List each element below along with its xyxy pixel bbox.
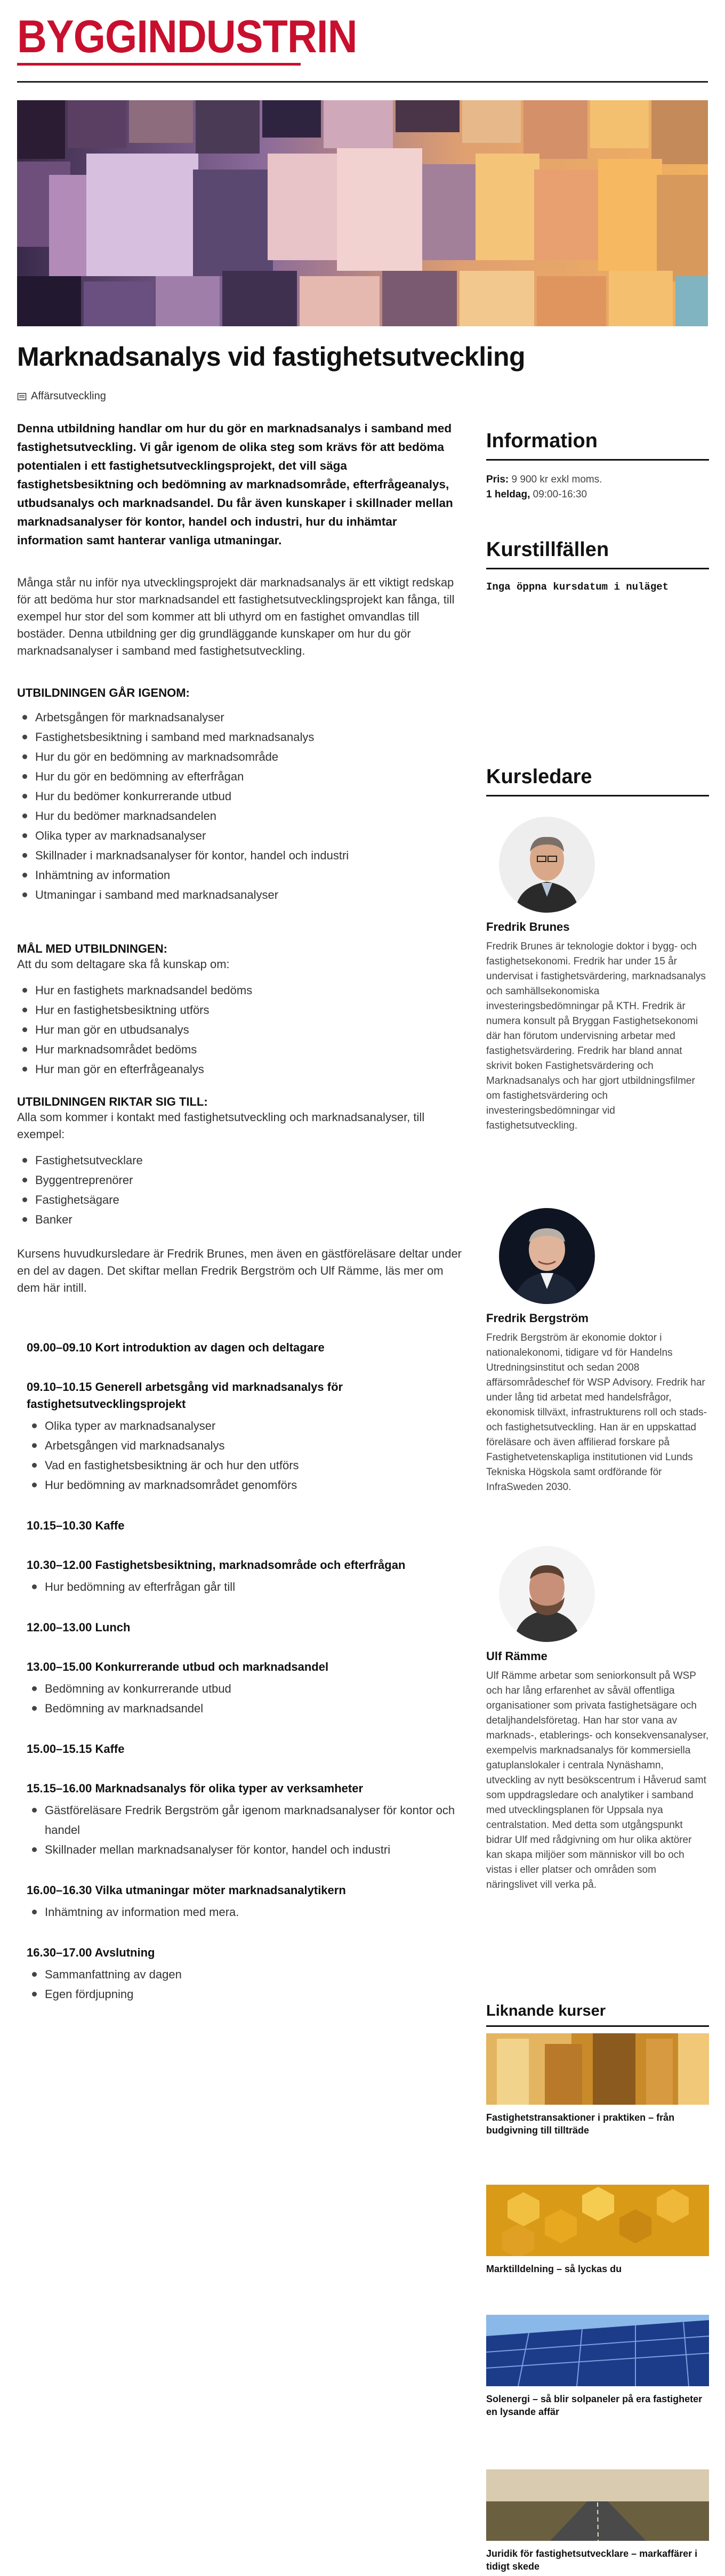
similar-card[interactable]: [486, 2033, 709, 2137]
schedule-item: [27, 1659, 465, 1718]
list-item: Hur en fastighetsbesiktning utförs: [17, 1000, 465, 1020]
course-title[interactable]: Solenergi – så blir solpaneler på era fastigheter en lysande affär: [486, 2394, 703, 2417]
avatar: [499, 1208, 595, 1304]
article-lead: Denna utbildning handlar om hur du gör en marknadsanalys i samband med fastighetsutveckling. Vi går igenom de olika steg som krävs för att bedöma potentialen i ett fastighetsutvecklingsprojekt, det vill säga fastighetsbesiktning och bedömning av marknadsområde, efterfrågeanalys, utbudsanalys och marknadsandel. Du får även kunskaper i skillnader mellan marknadsanalyser för kontor, handel och industri, hur du inhämtar information samt hanterar vanliga utmaningar.: [17, 422, 453, 547]
duration-label: 1 heldag,: [486, 489, 530, 500]
schedule-item: [27, 1619, 465, 1636]
schedule-heading: 13.00–15.00 Konkurrerande utbud och marknadsandel: [27, 1660, 329, 1673]
list-item: Hur marknadsområdet bedöms: [17, 1040, 465, 1059]
schedule-heading: 15.00–15.15 Kaffe: [27, 1742, 125, 1756]
info-title: Information: [486, 430, 598, 452]
list-item: Utmaningar i samband med marknadsanalyser: [17, 885, 465, 905]
similar-card[interactable]: [486, 2469, 709, 2573]
schedule-list: [27, 1679, 465, 1718]
course-thumbnail[interactable]: [486, 2185, 709, 2256]
leader-name: Ulf Rämme: [486, 1649, 547, 1663]
price-label: Pris:: [486, 474, 509, 485]
course-thumbnail[interactable]: [486, 2315, 709, 2386]
list-item: Hur du gör en bedömning av efterfrågan: [17, 767, 465, 786]
list-item: Fastighetsutvecklare: [17, 1150, 465, 1170]
article-body: [17, 419, 465, 2004]
article-intro: Många står nu inför nya utvecklingsprojekt där marknadsanalys är ett viktigt redskap för att bedöma hur stor marknadsandel ett fastighetsutvecklingsprojekt kan fånga, till exempel hur stor del som kommer att bli uthyrd om en fastighet omvandlas till bostäder. Denna utbildning ger dig grundläggande kunskaper om hur du gör marknadsanalyser i samband med fastighetsutveckling.: [17, 576, 455, 657]
course-title[interactable]: Marktilldelning – så lyckas du: [486, 2264, 622, 2274]
list-item: Bedömning av konkurrerande utbud: [27, 1679, 465, 1698]
leaders-panel: [486, 766, 709, 796]
abstract-cubes-image: [17, 100, 708, 326]
covers-heading: UTBILDNINGEN GÅR IGENOM:: [17, 686, 190, 699]
leader-name: Fredrik Brunes: [486, 920, 570, 933]
leader-bio: Fredrik Bergström är ekonomie doktor i nationalekonomi, tidigare vd för Handelns Utredningsinstitut och sedan 2008 affärsområdeschef för WSP Advisory. Fredrik har under lång tid arbetat med handelsfrågor, ekonomisk tillväxt, infrastrukturens roll och stads- och fastighetsutveckling. Han är en uppskattad föreläsare och även affilierad forskare på Fastighetvetenskapliga institutionen vid Lunds Tekniska Högskola samt ordförande för InfraSweden 2030.: [486, 1332, 707, 1493]
price-line: [486, 472, 709, 487]
similar-courses: [486, 2002, 709, 2027]
hexagon-pattern-image: [486, 2185, 709, 2256]
list-item: Bedömning av marknadsandel: [27, 1698, 465, 1718]
info-panel: [486, 430, 709, 502]
goals-intro: Att du som deltagare ska få kunskap om:: [17, 957, 230, 971]
list-item: Hur man gör en utbudsanalys: [17, 1020, 465, 1040]
schedule-list: [27, 1800, 465, 1859]
list-item: Olika typer av marknadsanalyser: [17, 826, 465, 846]
list-item: Hur du bedömer marknadsandelen: [17, 806, 465, 826]
course-title[interactable]: Fastighetstransaktioner i praktiken – från budgivning till tillträde: [486, 2112, 675, 2136]
schedule-item: [27, 1741, 465, 1758]
list-item: Hur du bedömer konkurrerande utbud: [17, 786, 465, 806]
list-item: Egen fördjupning: [27, 1984, 465, 2004]
schedule-item: [27, 1557, 465, 1597]
similar-title: Liknande kurser: [486, 2002, 606, 2019]
duration-value: 09:00-16:30: [533, 489, 587, 500]
dates-title: Kurstillfällen: [486, 538, 609, 561]
audience-heading: UTBILDNINGEN RIKTAR SIG TILL:: [17, 1095, 208, 1108]
list-item: Hur bedömning av marknadsområdet genomförs: [27, 1475, 465, 1495]
site-logo[interactable]: BYGGINDUSTRIN: [17, 11, 357, 62]
covers-list: [17, 707, 465, 905]
goals-list: [17, 980, 465, 1079]
leader-card: [486, 1546, 709, 1893]
schedule-heading: 10.15–10.30 Kaffe: [27, 1519, 125, 1532]
leaders-rule: [486, 795, 709, 796]
hero-image: [17, 100, 708, 326]
page-title: Marknadsanalys vid fastighetsutveckling: [17, 342, 526, 372]
list-item: Inhämtning av information: [17, 865, 465, 885]
leader-name: Fredrik Bergström: [486, 1311, 589, 1325]
list-item: Sammanfattning av dagen: [27, 1965, 465, 1984]
list-item: Hur en fastighets marknadsandel bedöms: [17, 980, 465, 1000]
list-item: Gästföreläsare Fredrik Bergström går igenom marknadsanalyser för kontor och handel: [27, 1800, 465, 1840]
list-item: Vad en fastighetsbesiktning är och hur den utförs: [27, 1455, 465, 1475]
similar-rule: [486, 2025, 709, 2027]
person-photo-icon: [499, 817, 595, 913]
person-photo-icon: [499, 1546, 595, 1642]
leader-card: [486, 1208, 709, 1495]
course-thumbnail[interactable]: [486, 2469, 709, 2541]
schedule-list: [27, 1577, 465, 1597]
list-item: Fastighetsbesiktning i samband med marknadsanalys: [17, 727, 465, 747]
schedule-heading: 09.10–10.15 Generell arbetsgång vid marknadsanalys för fastighetsutvecklingsprojekt: [27, 1380, 343, 1411]
person-photo-icon: [499, 1208, 595, 1304]
similar-card[interactable]: [486, 2185, 709, 2275]
price-value: 9 900 kr exkl moms.: [511, 474, 602, 485]
leader-card: [486, 817, 709, 1133]
list-item: Skillnader i marknadsanalyser för kontor, handel och industri: [17, 846, 465, 865]
folder-icon: [17, 392, 27, 401]
leaders-title: Kursledare: [486, 766, 592, 788]
schedule-heading: 16.00–16.30 Vilka utmaningar möter marknadsanalytikern: [27, 1883, 346, 1897]
no-dates-text: Inga öppna kursdatum i nuläget: [486, 581, 669, 593]
goals-heading: MÅL MED UTBILDNINGEN:: [17, 942, 167, 955]
schedule-item: [27, 1379, 465, 1495]
leaders-text: Kursens huvudkursledare är Fredrik Brunes, men även en gästföreläsare deltar under en del av dagen. Det skiftar mellan Fredrik Bergström och Ulf Rämme, läs mer om dem här intill.: [17, 1247, 462, 1294]
leader-bio: Fredrik Brunes är teknologie doktor i bygg- och fastighetsekonomi. Fredrik har under 15 år undervisat i fastighetsvärdering, marknadsanalys och samhällsekonomiska investeringsbedömningar på KTH. Fredrik är numera konsult på Bryggan Fastighetsekonomi där han förutom undervisning arbetar med fastighetsvärdering. Fredrik har bland annat skrivit boken Fastighetsvärdering och Marknadsanalys och har gjort utbildningsfilmer om fastighetsvärdering och investeringsbedömningar vid fastighetsutveckling.: [486, 941, 706, 1131]
schedule-item: [27, 1780, 465, 1859]
list-item: Arbetsgången vid marknadsanalys: [27, 1436, 465, 1455]
schedule-list: [27, 1965, 465, 2004]
road-landscape-image: [486, 2469, 709, 2541]
duration-line: [486, 487, 709, 502]
schedule-item: [27, 1517, 465, 1534]
solar-panels-image: [486, 2315, 709, 2386]
schedule-list: [27, 1416, 465, 1495]
list-item: Hur bedömning av efterfrågan går till: [27, 1577, 465, 1597]
list-item: Inhämtning av information med mera.: [27, 1902, 465, 1922]
list-item: Hur man gör en efterfrågeanalys: [17, 1059, 465, 1079]
list-item: Fastighetsägare: [17, 1190, 465, 1210]
dates-panel: [486, 538, 709, 593]
list-item: Byggentreprenörer: [17, 1170, 465, 1190]
avatar: [499, 817, 595, 913]
header-divider: [17, 81, 708, 83]
schedule-heading: 10.30–12.00 Fastighetsbesiktning, marknadsområde och efterfrågan: [27, 1558, 406, 1572]
list-item: Olika typer av marknadsanalyser: [27, 1416, 465, 1436]
schedule-item: [27, 1882, 465, 1922]
course-thumbnail[interactable]: [486, 2033, 709, 2105]
category-label: Affärsutveckling: [31, 390, 106, 402]
course-title[interactable]: Juridik för fastighetsutvecklare – markaffärer i tidigt skede: [486, 2548, 698, 2572]
schedule-heading: 09.00–09.10 Kort introduktion av dagen och deltagare: [27, 1341, 325, 1354]
schedule-list: [27, 1902, 465, 1922]
list-item: Skillnader mellan marknadsanalyser för kontor, handel och industri: [27, 1840, 465, 1859]
dates-rule: [486, 568, 709, 569]
list-item: Arbetsgången för marknadsanalyser: [17, 707, 465, 727]
schedule-item: [27, 1339, 465, 1356]
schedule-heading: 15.15–16.00 Marknadsanalys för olika typer av verksamheter: [27, 1782, 364, 1795]
schedule: [17, 1339, 465, 2004]
info-rule: [486, 459, 709, 461]
list-item: Hur du gör en bedömning av marknadsområde: [17, 747, 465, 767]
schedule-heading: 12.00–13.00 Lunch: [27, 1621, 131, 1634]
schedule-heading: 16.30–17.00 Avslutning: [27, 1946, 155, 1959]
logo-underline: [17, 63, 301, 66]
category-tag[interactable]: [17, 390, 106, 402]
leader-bio: Ulf Rämme arbetar som seniorkonsult på WSP och har lång erfarenhet av såväl offentliga organisationer som privata fastighetsägare och detaljhandelsföretag. Han har stor vana av marknads-, etablerings- och konsekvensanalyser, exempelvis marknadsanalys för kommersiella gatuplanslokaler i centrala Nynäshamn, utveckling av nytt besökscentrum i Håverud samt som uppdragsledare och analytiker i samband med utvecklingsplanen för Uppsala nya centralstation. Med detta som utgångspunkt bidrar Ulf med rådgivning om hur olika aktörer kan skapa miljöer som människor vill bo och vistas i eller platser och områden som näringslivet vill verka på.: [486, 1670, 709, 1890]
list-item: Banker: [17, 1210, 465, 1229]
buildings-image: [486, 2033, 709, 2105]
schedule-item: [27, 1944, 465, 2004]
avatar: [499, 1546, 595, 1642]
audience-intro: Alla som kommer i kontakt med fastighetsutveckling och marknadsanalyser, till exempel:: [17, 1110, 425, 1141]
similar-card[interactable]: [486, 2315, 709, 2418]
audience-list: [17, 1150, 465, 1229]
